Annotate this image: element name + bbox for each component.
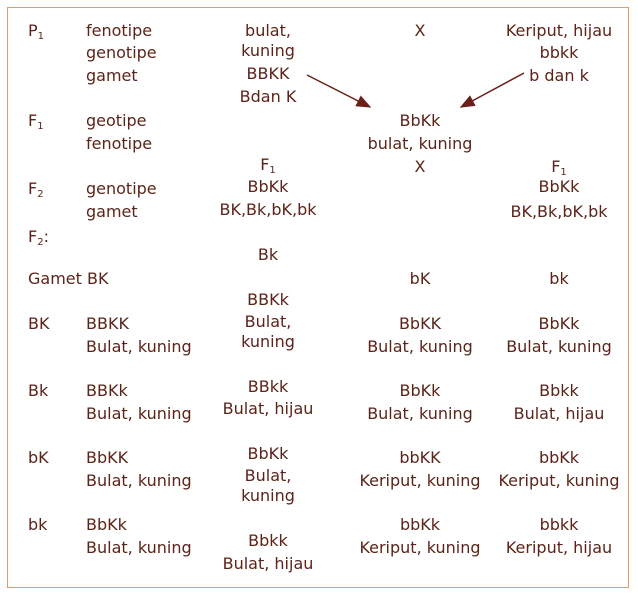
- cell-r2c3-genotype: BbKk: [399, 381, 441, 400]
- f2-right-genotype: BbKk: [538, 177, 580, 196]
- p1-right-gametes: b dan k: [529, 66, 589, 85]
- f2-label: $F_2$: [28, 179, 44, 200]
- cell-r4c3-phenotype: Keriput, kuning: [359, 538, 481, 557]
- cell-r1c2-phenotype-b: kuning: [241, 332, 295, 351]
- cell-r3c2-genotype: BbKk: [247, 444, 289, 463]
- f1-genotype: BbKk: [399, 111, 441, 130]
- f1-fenotipe-label: fenotipe: [86, 134, 153, 153]
- cell-r3c3-genotype: bbKK: [399, 448, 441, 467]
- p1-gamet-label: gamet: [86, 66, 138, 85]
- f1-phenotype: bulat, kuning: [367, 134, 473, 153]
- punnett-header-col2: Bk: [257, 245, 279, 264]
- f1-geotipe-label: geotipe: [86, 111, 147, 130]
- p1-left-phenotype-b: kuning: [241, 41, 295, 60]
- punnett-header-col3: bK: [409, 269, 431, 288]
- cell-r4c4-phenotype: Keriput, hijau: [505, 538, 613, 557]
- p1-genotipe-label: genotipe: [86, 43, 157, 62]
- cell-r3c2-phenotype-b: kuning: [241, 486, 295, 505]
- cell-r1c1-genotype: BBKK: [86, 314, 129, 333]
- cell-r1c2-genotype: BBKk: [247, 290, 289, 309]
- cell-r2c4-genotype: Bbkk: [539, 381, 579, 400]
- cell-r4c3-genotype: bbKk: [399, 515, 441, 534]
- f2-table-label: $F_2$:: [28, 227, 49, 248]
- f2-left-parent-label: $F_1$: [260, 155, 276, 176]
- row-gamet-BK: BK: [28, 314, 50, 333]
- cell-r1c4-phenotype: Bulat, kuning: [506, 337, 612, 356]
- f2-gamet-label: gamet: [86, 202, 138, 221]
- p1-fenotipe-label: fenotipe: [86, 21, 153, 40]
- p1-right-genotype: bbkk: [539, 43, 579, 62]
- cell-r4c1-phenotype: Bulat, kuning: [86, 538, 192, 557]
- row-gamet-bK: bK: [28, 448, 49, 467]
- cell-r3c1-genotype: BbKK: [86, 448, 129, 467]
- f2-right-parent-label: $F_1$: [551, 157, 567, 178]
- cell-r3c2-phenotype-a: Bulat,: [244, 466, 292, 485]
- cell-r4c1-genotype: BbKk: [86, 515, 127, 534]
- row-gamet-Bk: Bk: [28, 381, 49, 400]
- f2-cross-symbol: X: [414, 157, 426, 176]
- cell-r2c2-phenotype: Bulat, hijau: [222, 399, 314, 418]
- cell-r4c4-genotype: bbkk: [539, 515, 579, 534]
- cell-r3c4-phenotype: Keriput, kuning: [498, 471, 620, 490]
- cell-r2c1-phenotype: Bulat, kuning: [86, 404, 192, 423]
- cell-r1c1-phenotype: Bulat, kuning: [86, 337, 192, 356]
- cell-r1c3-phenotype: Bulat, kuning: [367, 337, 473, 356]
- cell-r4c2-genotype: Bbkk: [248, 531, 288, 550]
- f1-label: $F_1$: [28, 111, 44, 132]
- cell-r1c2-phenotype-a: Bulat,: [244, 312, 292, 331]
- p1-left-genotype: BBKK: [246, 64, 290, 83]
- f2-left-genotype: BbKk: [247, 177, 289, 196]
- cell-r2c4-phenotype: Bulat, hijau: [513, 404, 605, 423]
- cell-r1c4-genotype: BbKk: [538, 314, 580, 333]
- cell-r3c4-genotype: bbKk: [538, 448, 580, 467]
- punnett-header-col4: bk: [549, 269, 569, 288]
- p1-left-phenotype-a: bulat,: [245, 21, 291, 40]
- f2-right-gametes: BK,Bk,bK,bk: [510, 202, 608, 221]
- cell-r4c2-phenotype: Bulat, hijau: [222, 554, 314, 573]
- cell-r2c1-genotype: BBKk: [86, 381, 128, 400]
- cell-r3c3-phenotype: Keriput, kuning: [359, 471, 481, 490]
- p1-right-phenotype: Keriput, hijau: [505, 21, 613, 40]
- cell-r1c3-genotype: BbKK: [398, 314, 442, 333]
- row-gamet-bk: bk: [28, 515, 48, 534]
- p1-label: $P_1$: [28, 21, 45, 42]
- p1-left-gametes: Bdan K: [239, 87, 297, 106]
- punnett-header-gamet: Gamet BK: [28, 269, 109, 288]
- f2-genotipe-label: genotipe: [86, 179, 157, 198]
- cell-r2c3-phenotype: Bulat, kuning: [367, 404, 473, 423]
- p1-cross-symbol: X: [414, 21, 426, 40]
- cell-r3c1-phenotype: Bulat, kuning: [86, 471, 192, 490]
- cell-r2c2-genotype: BBkk: [247, 377, 289, 396]
- f2-left-gametes: BK,Bk,bK,bk: [219, 200, 317, 219]
